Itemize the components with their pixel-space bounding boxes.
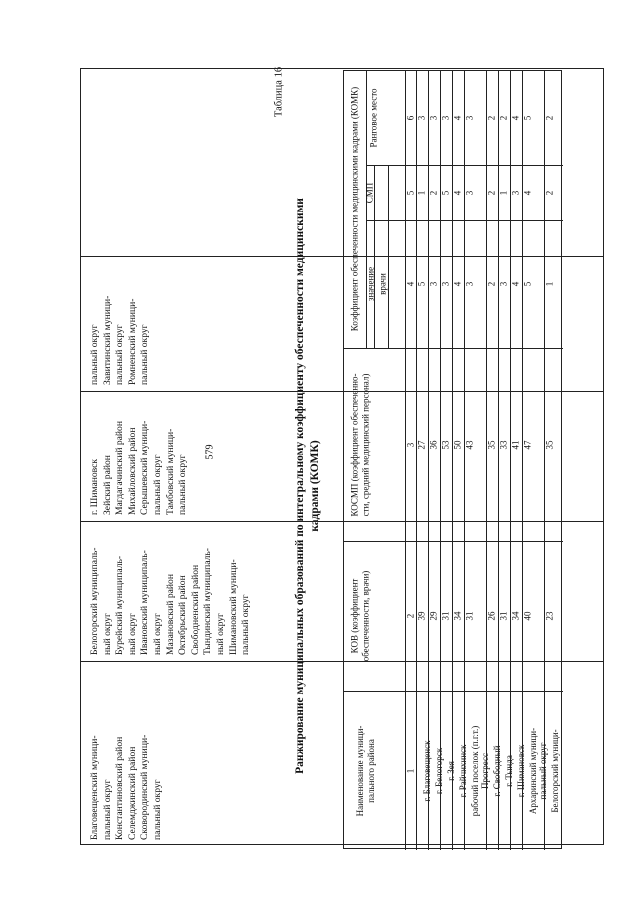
continued-table-line: пальный округ — [240, 594, 252, 655]
continued-table-line: Константиновский район — [114, 736, 126, 840]
row-name: Архаринский муници- — [528, 727, 538, 815]
row-vrachi: 3 — [498, 281, 509, 287]
row-rank: 2 — [544, 115, 555, 121]
column-divider — [81, 391, 603, 392]
row-name: г. Зея — [446, 761, 456, 781]
header-kov: КОВ (коэффициент — [349, 578, 360, 654]
row-vrachi: 3 — [428, 281, 439, 287]
row-smp: 4 — [452, 190, 463, 196]
row-smp: 2 — [544, 190, 555, 196]
continued-table-line: пальный округ — [152, 779, 163, 840]
row-kosmp: 53 — [440, 440, 451, 450]
row-kosmp: 35 — [486, 440, 497, 450]
continued-table-line: Тындинский муниципаль- — [202, 548, 214, 655]
continued-table-line: Магдагачинский район — [114, 421, 126, 515]
continued-table-line: Бурейский муниципаль- — [114, 555, 126, 655]
continued-table-line: пальный округ — [114, 324, 126, 385]
header-komk: Коэффициент обеспеченности медицинскими кадрами (КОМК) — [349, 86, 360, 332]
row-vrachi: 2 — [486, 281, 497, 287]
row-name: Прогресс — [480, 753, 490, 789]
row-name: г. Тында — [504, 755, 514, 787]
continued-table-frame — [80, 68, 604, 845]
continued-table-line: пальный округ — [177, 454, 189, 515]
row-vrachi: 5 — [416, 281, 427, 287]
header-value: значение — [365, 266, 376, 302]
row-vrachi: 4 — [452, 281, 463, 287]
row-kosmp: 41 — [510, 440, 521, 450]
index-cell: 2 — [405, 613, 415, 619]
header-kosmp: сти, средний медицинский персонал) — [360, 373, 371, 517]
continued-table-line: Серышевский муници- — [139, 420, 151, 515]
continued-table-line: Селемджинский район — [126, 746, 138, 840]
row-rank: 4 — [510, 115, 521, 121]
title-line-2: кадрами (КОМК) — [309, 440, 321, 532]
row-smp: 2 — [486, 190, 497, 196]
row-rank: 4 — [452, 115, 463, 121]
index-cell: 4 — [405, 281, 415, 287]
row-kov: 40 — [522, 611, 533, 621]
row-kosmp: 36 — [428, 440, 439, 450]
continued-table-line: ный округ — [126, 613, 138, 655]
row-name: г. Свободный — [492, 745, 502, 797]
page-number: 579 — [204, 444, 216, 460]
continued-table-line: Сковородинский муници- — [139, 734, 151, 840]
row-vrachi: 3 — [440, 281, 451, 287]
row-rank: 2 — [486, 115, 497, 121]
row-kov: 31 — [440, 611, 451, 621]
index-cell: 5 — [405, 190, 415, 196]
table-caption: Таблица 16 — [273, 66, 285, 118]
row-name: Белогорский муници- — [550, 729, 560, 813]
row-name: г. Райчихинск — [458, 744, 468, 798]
continued-table-line: пальный округ — [152, 454, 163, 515]
index-cell: 3 — [405, 442, 415, 448]
index-cell: 6 — [405, 115, 415, 121]
header-smp: СМП — [364, 182, 375, 204]
row-smp: 3 — [464, 190, 475, 196]
column-divider — [81, 521, 603, 522]
column-divider — [81, 256, 603, 257]
row-kov: 31 — [464, 611, 475, 621]
index-cell: 1 — [405, 768, 415, 774]
row-smp: 4 — [522, 190, 533, 196]
header-name: Наименование муници- — [355, 725, 365, 817]
row-smp: 2 — [428, 190, 439, 196]
row-kosmp: 33 — [498, 440, 509, 450]
row-kov: 23 — [544, 611, 555, 621]
header-kosmp: КОСМП (коэффициент обеспеченно- — [349, 373, 360, 517]
row-kov: 26 — [486, 611, 497, 621]
row-kov: 39 — [416, 611, 427, 621]
row-smp: 3 — [510, 190, 521, 196]
row-vrachi: 5 — [522, 281, 533, 287]
row-name: г. Шимановск — [516, 744, 526, 798]
continued-table-line: пальный округ — [139, 324, 151, 385]
row-kosmp: 43 — [464, 440, 475, 450]
row-kosmp: 50 — [452, 440, 463, 450]
continued-table-line: Зейский район — [101, 455, 113, 515]
row-kov: 31 — [498, 611, 509, 621]
row-smp: 5 — [440, 190, 451, 196]
header-kov: обеспеченности, врачи) — [360, 570, 371, 662]
continued-table-line: Октябрьский район — [177, 575, 189, 655]
continued-table-line: пальный округ — [89, 324, 100, 385]
header-rank: Ранговое место — [368, 88, 379, 148]
title-line-1: Ранжирование муниципальных образований по интегральному коэффициенту обеспеченности медицинскими — [294, 198, 306, 774]
row-rank: 3 — [416, 115, 427, 121]
continued-table-line: Ивановский муниципаль- — [139, 550, 151, 655]
continued-table-line: Шимановский муници- — [227, 559, 239, 655]
continued-table-line: Мазановский район — [164, 574, 176, 655]
continued-table-line: Благовещенский муници- — [89, 735, 100, 840]
row-name: рабочий поселок (п.г.т.) — [470, 725, 480, 817]
row-rank: 2 — [498, 115, 509, 121]
row-kosmp: 47 — [522, 440, 533, 450]
row-kosmp: 35 — [544, 440, 555, 450]
continued-table-line: Михайловский район — [126, 427, 138, 515]
row-vrachi: 4 — [510, 281, 521, 287]
row-kov: 29 — [428, 611, 439, 621]
header-name: пального района — [366, 739, 376, 803]
row-rank: 3 — [440, 115, 451, 121]
row-rank: 5 — [522, 115, 533, 121]
row-kov: 34 — [452, 611, 463, 621]
header-doctors: врачи — [377, 273, 388, 295]
row-kov: 34 — [510, 611, 521, 621]
row-kosmp: 27 — [416, 440, 427, 450]
row-smp: 1 — [416, 190, 427, 196]
row-name: г. Белогорск — [434, 747, 444, 795]
continued-table-line: Белогорский муниципаль- — [89, 547, 100, 655]
row-vrachi: 1 — [544, 281, 555, 287]
continued-table-line: Тамбовский муници- — [164, 428, 176, 515]
row-smp: 1 — [498, 190, 509, 196]
continued-table-line: ный округ — [215, 613, 226, 655]
row-rank: 3 — [428, 115, 439, 121]
row-rank: 3 — [464, 115, 475, 121]
continued-table-line: Свободненский район — [189, 564, 201, 655]
continued-table-line: Завитинский муници- — [101, 295, 113, 385]
continued-table-line: ный округ — [152, 613, 163, 655]
row-name: г. Благовещенск — [422, 740, 432, 802]
continued-table-line: пальный округ — [101, 779, 113, 840]
continued-table-line: г. Шимановск — [89, 458, 100, 515]
row-name: пальный округ — [538, 742, 548, 800]
row-vrachi: 3 — [464, 281, 475, 287]
continued-table-line: Ромненский муници- — [126, 298, 138, 385]
column-divider — [81, 661, 603, 662]
continued-table-line: ный округ — [101, 613, 113, 655]
